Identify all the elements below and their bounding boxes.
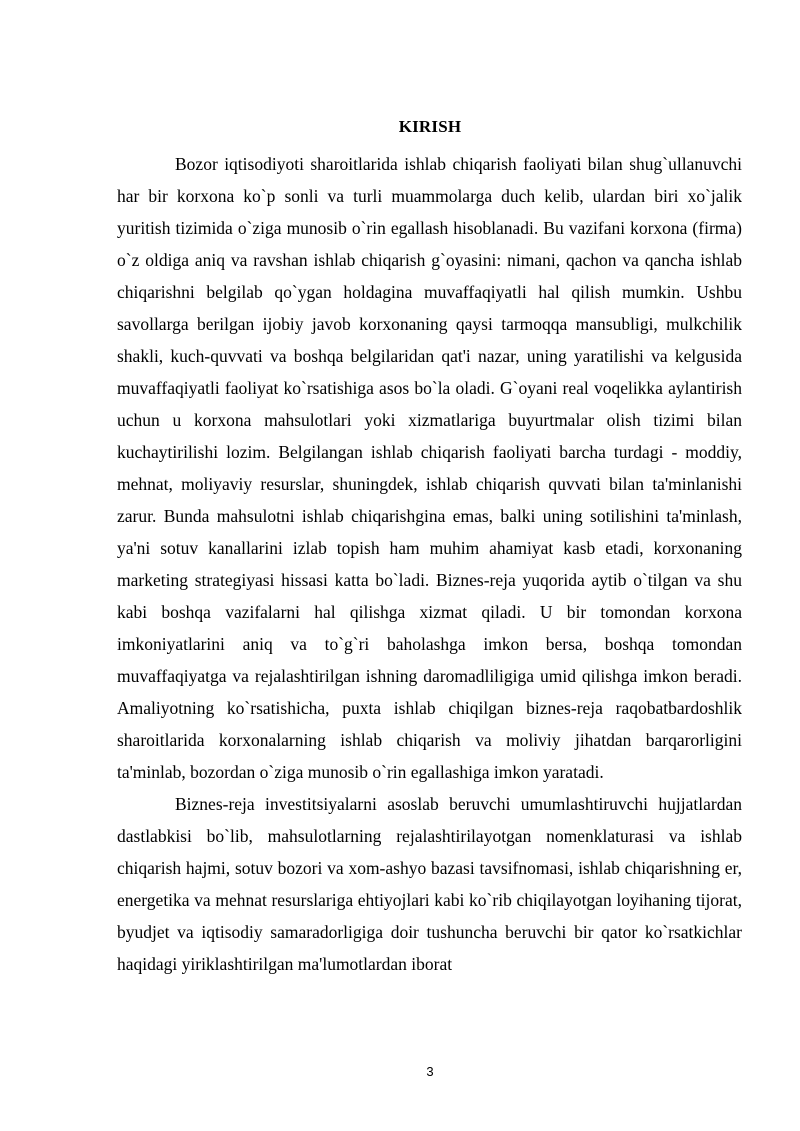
- page-title: KIRISH: [398, 117, 462, 136]
- paragraph-1: Bozor iqtisodiyoti sharoitlarida ishlab chiqarish faoliyati bilan shug`ullanuvchi har bir korxona ko`p sonli va turli muammolarga duch kelib, ulardan biri xo`jalik yuritish tizimida o`ziga munosib o`rin egallash hisoblanadi. Bu vazifani korxona (firma) o`z oldiga aniq va ravshan ishlab chiqarish g`oyasini: nimani, qachon va qancha ishlab chiqarishni belgilab qo`ygan holdagina muvaffaqiyatli hal qilish mumkin. Ushbu savollarga berilgan ijobiy javob korxonaning qaysi tarmoqqa mansubligi, mulkchilik shakli, kuch-quvvati va boshqa belgilaridan qat'i nazar, uning yaratilishi va kelgusida muvaffaqiyatli faoliyat ko`rsatishiga asos bo`la oladi. G`oyani real voqelikka aylantirish uchun u korxona mahsulotlari yoki xizmatlariga buyurtmalar olish tizimi bilan kuchaytirilishi lozim. Belgilangan ishlab chiqarish faoliyati barcha turdagi - moddiy, mehnat, moliyaviy resurslar, shuningdek, ishlab chiqarish quvvati bilan ta'minlanishi zarur. Bunda mahsulotni ishlab chiqarishgina emas, balki uning sotilishini ta'minlash, ya'ni sotuv kanallarini izlab topish ham muhim ahamiyat kasb etadi, korxonaning marketing strategiyasi hissasi katta bo`ladi. Biznes-reja yuqorida aytib o`tilgan va shu kabi boshqa vazifalarni hal qilishga xizmat qiladi. U bir tomondan korxona imkoniyatlarini aniq va to`g`ri baholashga imkon bersa, boshqa tomondan muvaffaqiyatga va rejalashtirilgan ishning daromadliligiga umid qilishga imkon beradi. Amaliyotning ko`rsatishicha, puxta ishlab chiqilgan biznes-reja raqobatbardoshlik sharoitlarida korxonalarning ishlab chiqarish va moliviy jihatdan barqarorligini ta'minlab, bozordan o`ziga munosib o`rin egallashiga imkon yaratadi.: [117, 154, 742, 782]
- body-text: [117, 148, 742, 980]
- paragraph-2: Biznes-reja investitsiyalarni asoslab beruvchi umumlashtiruvchi hujjatlardan dastlabkisi bo`lib, mahsulotlarning rejalashtirilayotgan nomenklaturasi va ishlab chiqarish hajmi, sotuv bozori va xom-ashyo bazasi tavsifnomasi, ishlab chiqarishning er, energetika va mehnat resurslariga ehtiyojlari kabi ko`rib chiqilayotgan loyihaning tijorat, byudjet va iqtisodiy samaradorligiga doir tushuncha beruvchi bir qator ko`rsatkichlar haqidagi yiriklashtirilgan ma'lumotlardan iborat: [117, 794, 742, 974]
- page-number: 3: [426, 1064, 434, 1079]
